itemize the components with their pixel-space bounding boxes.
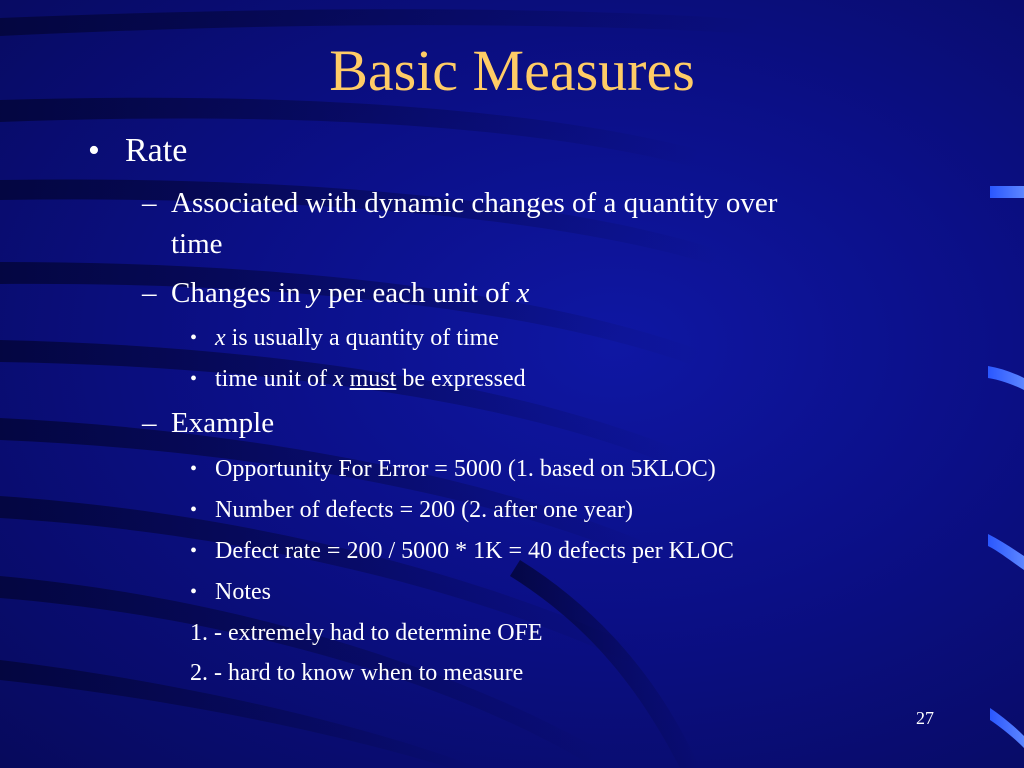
bullet-marker: • — [190, 327, 198, 349]
variable-y: y — [307, 277, 321, 309]
point-time-unit-text: time unit of x must be expressed — [215, 366, 526, 392]
bullet-marker: • — [190, 368, 198, 390]
dash-marker: – — [142, 277, 157, 309]
bullet-marker: • — [190, 540, 198, 562]
bullet-marker: • — [190, 581, 198, 603]
bullet-marker: • — [190, 499, 198, 521]
note-line-2: 2. - hard to know when to measure — [190, 660, 524, 686]
dash-marker: – — [142, 407, 157, 439]
note-line-1: 1. - extremely had to determine OFE — [190, 620, 543, 646]
bullet-rate-label: Rate — [125, 132, 188, 169]
bullet-marker: • — [190, 458, 198, 480]
example-item-text: Opportunity For Error = 5000 (1. based on 5KLOC) — [215, 456, 716, 482]
sub-bullet-changes-text: Changes in y per each unit of x — [171, 277, 530, 309]
point-x-time-text: x is usually a quantity of time — [215, 325, 499, 351]
variable-x: x — [516, 277, 530, 309]
dash-marker: – — [142, 187, 157, 219]
page-number: 27 — [916, 708, 934, 728]
slide-title: Basic Measures — [329, 38, 695, 103]
emphasis-must: must — [349, 366, 397, 392]
sub-bullet-associated-line2: time — [171, 228, 223, 260]
bullet-marker: • — [88, 132, 100, 169]
sub-bullet-associated-line1: Associated with dynamic changes of a quantity over — [171, 187, 778, 219]
example-item-text: Number of defects = 200 (2. after one year) — [215, 497, 634, 523]
example-item-text: Notes — [215, 579, 271, 605]
sub-bullet-example-label: Example — [171, 407, 275, 439]
example-item-text: Defect rate = 200 / 5000 * 1K = 40 defects per KLOC — [215, 538, 734, 564]
